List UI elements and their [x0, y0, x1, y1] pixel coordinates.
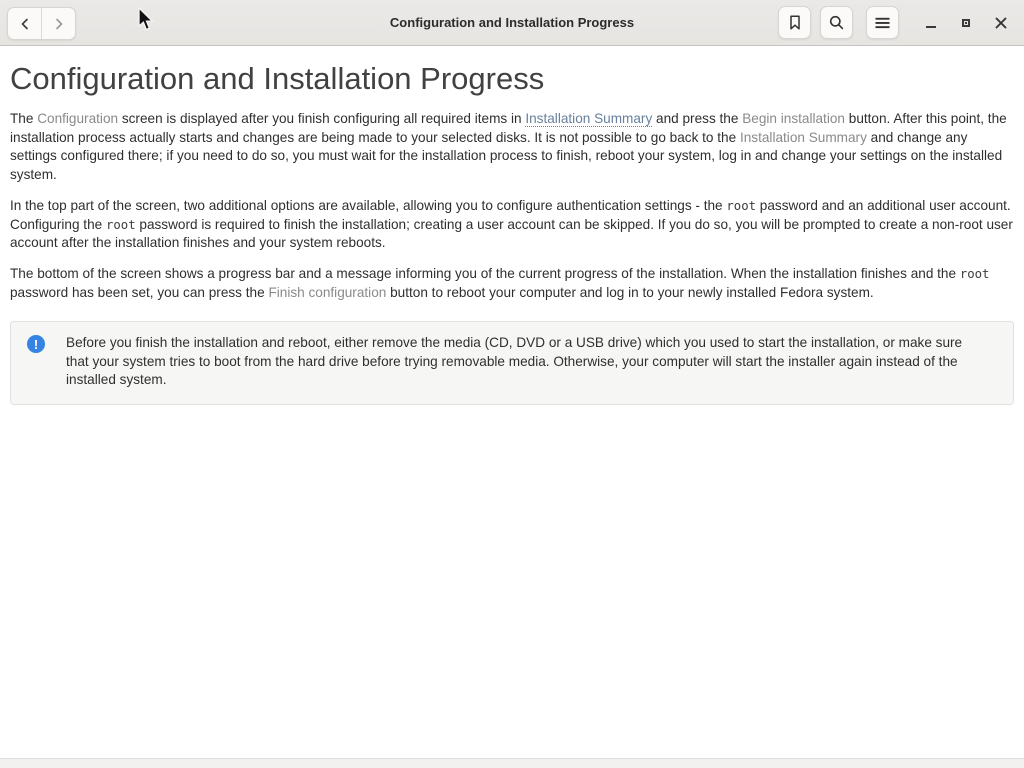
- chevron-right-icon: [53, 18, 65, 30]
- note-text: Before you finish the installation and reboot, either remove the media (CD, DVD or a USB drive) which you used to start the installation, or make sure that your system tries to boot from the hard drive before trying removable media. Otherwise, your computer will start the installer again instead of the installed system.: [66, 335, 963, 388]
- header-right-controls: [778, 0, 1014, 45]
- text-run: In the top part of the screen, two additional options are available, allowing you to configure authentication settings - the: [10, 197, 727, 213]
- nav-button-group: [7, 7, 76, 40]
- page-title: Configuration and Installation Progress: [10, 61, 545, 96]
- maximize-icon: [962, 19, 970, 27]
- hamburger-icon: [875, 17, 890, 29]
- paragraph-progress-bar: [10, 265, 1014, 302]
- menu-button[interactable]: [866, 6, 899, 39]
- code-text: root: [105, 217, 136, 232]
- header-bar: [0, 0, 1024, 46]
- chevron-left-icon: [19, 18, 31, 30]
- note-box: [10, 321, 1014, 405]
- gui-label: Finish configuration: [268, 284, 387, 300]
- window-title: Configuration and Installation Progress: [389, 15, 635, 30]
- close-button[interactable]: [988, 10, 1014, 36]
- bookmark-button[interactable]: [778, 6, 811, 39]
- window-bottom-edge: [0, 758, 1024, 768]
- text-run: password and an additional user account. Configuring the: [10, 197, 1011, 232]
- search-icon: [829, 15, 844, 30]
- paragraph-configuration-screen: [10, 110, 1014, 185]
- gui-label: Configuration: [37, 111, 119, 126]
- text-run: button to reboot your computer and log in to your newly installed Fedora system.: [386, 284, 874, 300]
- back-button[interactable]: [8, 8, 41, 39]
- text-run: password has been set, you can press the: [10, 284, 269, 300]
- link-installation-summary[interactable]: Installation Summary: [525, 111, 653, 126]
- gui-label: Begin installation: [742, 111, 845, 126]
- text-run: password is required to finish the installation; creating a user account can be skipped. If you do so, you will be prompted to create a non-root user account after the installation finishes and your system reboots.: [10, 216, 1013, 251]
- code-text: root: [726, 198, 757, 213]
- text-run: and press the: [652, 111, 743, 126]
- bookmark-icon: [788, 15, 802, 30]
- maximize-button[interactable]: [953, 10, 979, 36]
- text-run: screen is displayed after you finish configuring all required items in: [118, 111, 526, 126]
- text-run: The: [10, 111, 38, 126]
- code-text: root: [959, 266, 990, 281]
- text-run: button. After this point, the installation process actually starts and changes are being made to your selected disks. It is not possible to go back to the: [10, 111, 1007, 145]
- paragraph-authentication-options: [10, 197, 1014, 253]
- info-icon: !: [27, 335, 45, 353]
- text-run: The bottom of the screen shows a progress bar and a message informing you of the current progress of the installation. When the installation finishes and the: [10, 265, 960, 281]
- text-run: and change any settings configured there; if you need to do so, you must wait for the installation process to finish, reboot your system, log in and change your settings on the installed system.: [10, 129, 1003, 183]
- minimize-icon: [926, 26, 936, 28]
- minimize-button[interactable]: [918, 10, 944, 36]
- close-icon: [995, 17, 1007, 29]
- forward-button[interactable]: [42, 8, 75, 39]
- search-button[interactable]: [820, 6, 853, 39]
- help-page-content: [0, 46, 1024, 405]
- gui-label: Installation Summary: [739, 129, 867, 145]
